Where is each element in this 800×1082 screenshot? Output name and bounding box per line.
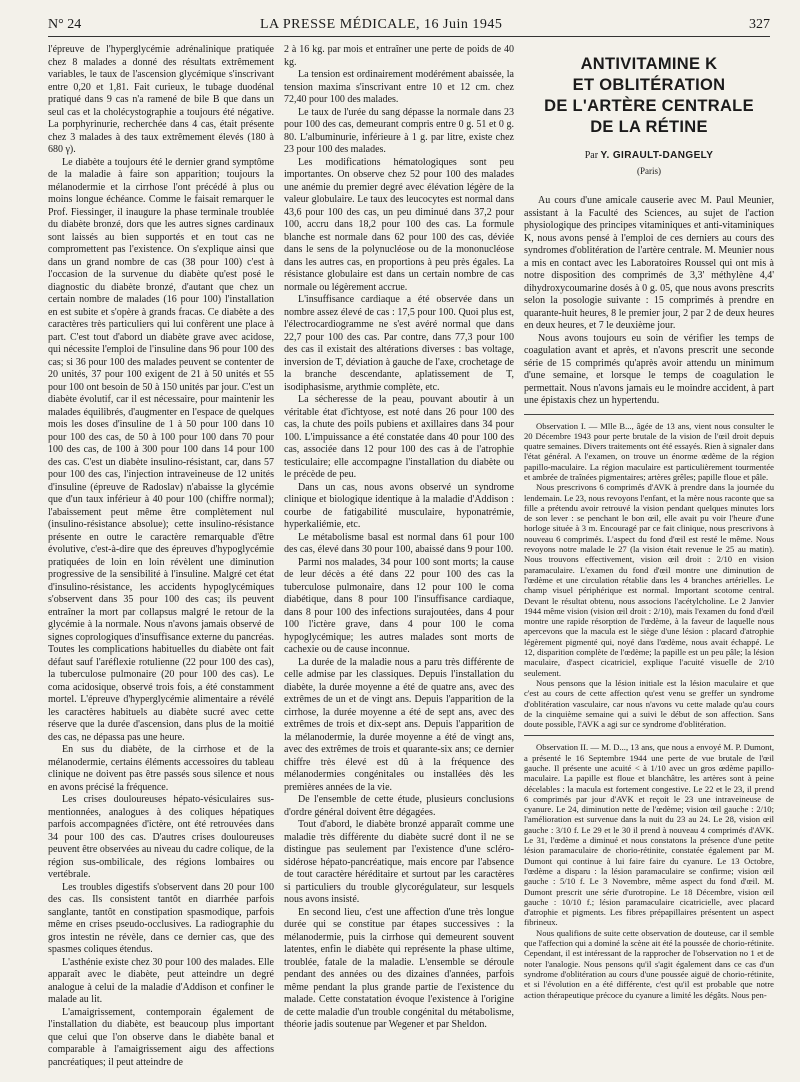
paragraph: La tension est ordinairement modérément abaissée, la tension maxima s'inscrivant entre 10 et 12 cm. chez 72,40 pour 100 des malades. bbox=[284, 69, 514, 105]
paragraph: L'insuffisance cardiaque a été observée dans un nombre assez élevé de cas : 17,5 pour 100. Quoi plus est, l'électrocardiogramme ne s'est avéré normal que dans 22,7 pour 100 des cas. Par contre, dans 77,3 pour 100 des cas il existait des altérations diverses : bas voltage, inversion de T, déviation à gauche de l'axe, crochetage de la branche descendante, aplatissement de T, isodiphasisme, arythmie complète, etc. bbox=[284, 294, 514, 393]
paragraph: En second lieu, c'est une affection d'une très longue durée qui se constitue par étapes successives : la mélanodermie, puis la cirrhose qui demeurent souvent latentes, enfin le diabète qui représente la phase ultime, troublée, fatale de la maladie. L'ensemble se déroule pendant des années ou des dizaines d'années, parfois même pendant la plus grande partie de l'existence du malade. Cette constatation évoque l'existence à l'origine de cette maladie d'un trouble congénital du métabolisme, théorie jadis soutenue par Wegener et par Sheldon. bbox=[284, 906, 514, 1030]
article-title-line: DE LA RÉTINE bbox=[590, 118, 708, 136]
paragraph: De l'ensemble de cette étude, plusieurs conclusions d'ordre général doivent être dégagées. bbox=[284, 794, 514, 818]
observation-2 bbox=[524, 742, 774, 999]
article-title-line: DE L'ARTÈRE CENTRALE bbox=[544, 97, 754, 115]
paragraph: Au cours d'une amicale causerie avec M. Paul Meunier, assistant à la Faculté des Sciences, au sujet de l'action physiologique des principes vitaminiques et anti-vitaminiques K, nous avons pensé à l'emploi de ces derniers au cours des syndromes d'oblitération de l'artère centrale. M. Meunier nous a mis en contact avec les Laboratoires Roussel qui ont mis à notre disposition des comprimés de 3,3' méthylène 4,4' dihydroxycoumarine dosés à 0 g. 05, que nous avons prescrits selon la posologie suivante : 15 comprimés à prendre en quarante-huit heures, 8 le premier jour, 2 par 2 de deux heures en deux heures, et 7 le deuxième jour. bbox=[524, 195, 774, 331]
divider bbox=[524, 735, 774, 736]
author-name: Y. GIRAULT-DANGELY bbox=[600, 150, 714, 161]
paragraph: Nous pensons que la lésion initiale est la lésion maculaire et que c'est au cours de cette affection qu'est venu se greffer un syndrome d'oblitération vasculaire, car nous n'avons vu cette malade qu'au cours de la cinquième semaine qui a suivi le début de son affection. Sans doute possible, l'AVK a agi sur ce syndrome d'oblitération. bbox=[524, 677, 774, 730]
paragraph: En sus du diabète, de la cirrhose et de la mélanodermie, certains éléments accessoires du tableau clinique ne doivent pas être passés sous silence et nous en avons précisé la fréquence. bbox=[48, 744, 274, 793]
paragraph: La sécheresse de la peau, pouvant aboutir à un véritable état d'ichtyose, est noté dans 26 pour 100 des cas, la chute des poils pubiens et axillaires dans 34 pour 100. L'impuissance a été constatée dans 40 pour 100 des cas, associée dans 12 pour 100 des cas à de l'atrophie testiculaire; elle accompagne l'installation du diabète ou le précède de peu. bbox=[284, 394, 514, 480]
paragraph: Parmi nos malades, 34 pour 100 sont morts; la cause de leur décès a été dans 22 pour 100 des cas la tuberculose pulmonaire, dans 12 pour 100 le coma diabétique, dans 8 pour 100 l'insuffisance cardiaque, dans 8 pour 100 des infections surajoutées, dans 4 pour 100 l'ictère grave, dans 4 pour 100 le coma hypoglycémique; les autres malades sont morts de cachexie ou de cause inconnue. bbox=[284, 556, 514, 655]
paragraph: Nous qualifions de suite cette observation de douteuse, car il semble que l'affection qui a dominé la scène ait été la poussée de chorio-rétinite. Cependant, il est intéressant de la rapprocher de l'observation no 1 et de noter l'analogie. Nous pensons qu'il s'agit également dans ce cas d'un syndrome d'oblitération au cours d'une poussée aiguë de chorio-rétinite, et si l'évolution en a été différente, c'est qu'il est probable que notre action thérapeutique précoce du cyanure a limité les dégâts. Nous pen- bbox=[524, 927, 774, 1000]
paragraph: l'épreuve de l'hyperglycémie adrénalinique pratiquée chez 8 malades a donné des résultats extrêmement variables, le taux de l'ascension glycémique s'inscrivant entre 0,20 et 1,81. Fait curieux, le tubage duodénal pratiqué dans 9 cas n'a ramené de bile B que dans un seul cas et la cholécystographie a toujours été négative. La porphyrinurie, recherchée dans 4 cas, était présente chez 3 malades à des taux extrêmement élevés (180 à 680 γ). bbox=[48, 44, 274, 155]
paragraph: Dans un cas, nous avons observé un syndrome clinique et biologique identique à la maladie d'Addison : courbe de fatigabilité musculaire, hyponatrémie, hyperkaliémie, etc. bbox=[284, 481, 514, 530]
article-title bbox=[524, 54, 774, 138]
paragraph: Observation I. — Mlle B..., âgée de 13 ans, vient nous consulter le 20 Décembre 1943 pour perte brutale de la vision de l'œil droit depuis quatre semaines. Divers traitements ont été essayés. Rien à signaler dans l'état général. A l'examen, on trouve un énorme œdème de la région papillo-maculaire. La région maculaire est particulièrement tourmentée et ambrée de traînées pigmentaires; artères grêles; papille floue et pâle. bbox=[524, 420, 774, 482]
article-title-line: ANTIVITAMINE K bbox=[580, 55, 718, 73]
column-left bbox=[48, 44, 274, 1074]
article-title-line: ET OBLITÉRATION bbox=[572, 76, 726, 94]
paragraph: Les crises douloureuses hépato-vésiculaires sus-mentionnées, analogues à des coliques hépatiques parfois accompagnées d'ictère, ont été retrouvées dans 34 pour 100 des cas. D'autres crises douloureuses peuvent être observées au niveau du cadre colique, de la région sus-ombilicale, des régions lombaires ou vertébrale. bbox=[48, 794, 274, 880]
paragraph: Le diabète a toujours été le dernier grand symptôme de la maladie à faire son apparition; toujours la mélanodermie et la cirrhose l'ont précédé à plus ou moins longue échéance. Comme le faisait remarquer le Prof. Fiessinger, il inaugure la phase terminale troublée du diabète bronzé, dors que les autres signes cardinaux sont laissés au bien supportés et en tout cas ne compromettent pas l'existence. On s'explique ainsi que dans un grand nombre de cas (38 pour 100) c'est à l'occasion de la survenue du diabète qu'est posé le diagnostic du diabète bronzé, d'autant que chez un certain nombre de malades (16 pour 100) l'installation en est subite et s'opère à grands fracas. Ce diabète a des caractères très particuliers qui lui confèrent une place à part. C'est tout d'abord un diabète grave avec acidose, qui nécessite l'emploi de l'insuline dans 96 pour 100 des cas; si 36 pour 100 des malades peuvent se contenter de 20 unités, 37 pour 100 exigent de 21 à 50 unités et 55 pour 100 ont besoin de 50 à 150 unités par jour. C'est un diabète évolutif, car il est nécessaire, pour maintenir les malades équilibrés, d'augmenter en l'espace de quelques mois les doses d'insuline de 1 à 50 pour 100 dans 10 pour 100 des cas, de 50 à 100 pour 100 dans 70 pour 100 des cas, de 100 à 300 pour 100 dans 14 pour 100 des cas. C'est un diabète insulino-résistant, car, dans 57 pour 100 des cas, l'injection intraveineuse de 12 unités d'insuline (épreuve de Radoslav) n'abaisse la glycémie que d'un taux inférieur à 40 pour 100 (chiffre normal); l'abaissement peut même être complètement nul (insulino-résistance absolue); cette insulino-résistance présente en outre le caractère remarquable d'être évolutive, c'est-à-dire que des épreuves d'hypoglycémie pratiquées de loin en loin révèlent une diminution progressive de la sensibilité à l'insuline. Malgré cet état d'insulino-résistance, les accidents hypoglycémiques s'observent dans 35 pour 100 des cas; ils peuvent entraîner la mort par collapsus malgré le retour de la glycémie à la normale. Nous n'avons jamais observé de signes coprologiques d'insuffisance externe du pancréas. Toutes les complications habituelles du diabète ont fait défaut sauf l'aréflexie rotulienne (22 pour 100 des cas), la tuberculose pulmonaire (20 pour 100 des cas). Le coma acidosique, observé trois fois, a été constamment mortel. L'épreuve d'hyperglycémie alimentaire a révélé les caractères habituels au diabète sucré avec cette réserve que la durée d'ascension, dans plus de la moitié des cas, ne dépassa pas une heure. bbox=[48, 156, 274, 743]
divider bbox=[524, 414, 774, 415]
paragraph: Le métabolisme basal est normal dans 61 pour 100 des cas, élevé dans 30 pour 100, abaissé dans 9 pour 100. bbox=[284, 531, 514, 555]
issue-number: N° 24 bbox=[48, 17, 82, 32]
running-header bbox=[48, 16, 770, 37]
paragraph: L'asthénie existe chez 30 pour 100 des malades. Elle apparaît avec le diabète, peut atteindre un degré analogue à celui de la maladie d'Addison et confiner le malade au lit. bbox=[48, 956, 274, 1005]
page-number: 327 bbox=[749, 17, 770, 32]
journal-title: LA PRESSE MÉDICALE, 16 Juin 1945 bbox=[260, 17, 503, 32]
byline-prefix: Par bbox=[584, 150, 599, 161]
paragraph: L'amaigrissement, contemporain également de l'installation du diabète, est beaucoup plus important que celui que l'on observe dans le diabète banal et comparable à l'amaigrissement aigu des affections pancréatiques; il peut atteindre de bbox=[48, 1006, 274, 1068]
observation-1 bbox=[524, 421, 774, 730]
author-city: (Paris) bbox=[637, 165, 661, 176]
paragraph: Nous prescrivons 6 comprimés d'AVK à prendre dans la journée du lendemain. Le 23, nous revoyons l'enfant, et la mère nous raconte que sa fille a prétendu avoir retrouvé la vision pendant quelques minutes lors de son lever : se penchant le bon œil, elle avait pu voir l'heure d'une horloge située à 3 m. Encouragé par ce fait clinique, nous prescrivons à nouveau 6 comprimés. L'aspect du fond d'œil est resté le même. Nous revoyons notre malade le 27 (la vision était revenue le 25 au matin). Nous trouvons effectivement, vision œil droit : 2/10 en vision paramaculaire. L'examen du fond d'œil montre une diminution de l'œdème et une circulation rétablie dans les 4 branches artérielles. Le champ visuel périphérique est normal. Important scotome central. Devant le résultat obtenu, nous associons l'acétylcholine. Le 2 Janvier 1944 même vision (vision œil droit : 2/10), mais l'examen du fond d'œil montre une rapide résorption de l'œdème, à la faveur de laquelle nous apercevons que la macula est le siège d'une lésion : placard d'atrophie légèrement pigmenté qui, noyé dans l'œdème, nous avait échappé. Le 12, disparition complète de l'œdème; la papille est un peu pâle; la lésion maculaire, d'aspect cicatriciel, explique l'acuité visuelle de 2/10 seulement. bbox=[524, 482, 774, 678]
paragraph: Observation II. — M. D..., 13 ans, que nous a envoyé M. P. Dumont, a présenté le 16 Septembre 1944 une perte de vue brutale de l'œil gauche. Il présente une acuité < à 1/10 avec un gros œdème papillo-maculaire. La papille est floue et blanchâtre, les artères sont à peine décelables : la macula est fortement congestive. Le 22 et le 23, il prend 6 comprimés par jour d'AVK et reçoit le 23 une intraveineuse de cyanure. Le 24, diminution nette de l'œdème; vision œil gauche : 2/10; l'amélioration est survenue dans la nuit du 23 au 24. Le 28, vision œil gauche : 3/10 f. Le 29 et le 30 il prend à nouveau 4 comprimés d'AVK. Le 31, l'œdème a diminué et nous constatons la présence d'une petite lésion paramaculaire de chorio-rétinite, constatée également par M. Dumont qui continue à lui faire faire du cyanure. Le 13 Octobre, l'œdème a disparu : la lésion paramaculaire se confirme; vision œil gauche : 5/10 f. Le 3 Novembre, même aspect du fond d'œil. M. Dumont prescrit une série d'urotropine. Le 18 Décembre, vision œil gauche : 10/10 f.; lésion paramaculaire cicatricielle, avec placard d'atrophie et pigments. Les fibres prépapillaires présentent un aspect fibrineux. bbox=[524, 742, 774, 928]
article-byline bbox=[524, 150, 774, 163]
paragraph: Tout d'abord, le diabète bronzé apparaît comme une maladie très différente du diabète sucré dont il ne se distingue pas seulement par l'existence d'une scléro-sidérose hépato-pancréatique, mais encore par l'absence de tout caractère héréditaire et surtout par les caractères si particuliers du trouble glycorégulateur, sur lesquels nous avons insisté. bbox=[284, 819, 514, 905]
paragraph: Les troubles digestifs s'observent dans 20 pour 100 des cas. Ils consistent tantôt en diarrhée parfois sanglante, tantôt en constipation spasmodique, parfois même en crises pseudo-occlusives. La radiographie du gros intestin ne révèle, dans ce dernier cas, que des spasmes coliques étendus. bbox=[48, 881, 274, 955]
column-middle bbox=[284, 44, 514, 1074]
paragraph: Nous avons toujours eu soin de vérifier les temps de coagulation avant et après, et n'avons prescrit une seconde série de 15 comprimés qu'après avoir attendu un minimum d'une semaine, et lorsque le temps de coagulation le permettait. Nous n'avons jamais eu le moindre accident, à part une épistaxis chez un hypertendu. bbox=[524, 332, 774, 406]
paragraph: La durée de la maladie nous a paru très différente de celle admise par les classiques. Depuis l'installation du diabète, la durée moyenne a été de quatre ans, avec des extrêmes de un et de vingt ans. Depuis l'apparition de la cirrhose, la durée moyenne a été de sept ans, avec des extrêmes de trois et dix-sept ans. Depuis l'apparition de la mélanodermie, la durée moyenne a été de vingt ans, avec des extrêmes de trois et quarante-six ans; ce dernier chiffre très élevé est dû à la fréquence des mélanodermies congénitales ou installées dès les premières années de la vie. bbox=[284, 656, 514, 793]
paragraph: Le taux de l'urée du sang dépasse la normale dans 23 pour 100 des cas, demeurant compris entre 0 g. 51 et 0 g. 80. L'albuminurie, inférieure à 1 g. par litre, existe chez 23 pour 100 des malades. bbox=[284, 106, 514, 155]
paragraph: 2 à 16 kg. par mois et entraîner une perte de poids de 40 kg. bbox=[284, 44, 514, 68]
column-right-article bbox=[524, 44, 774, 1074]
paragraph: Les modifications hématologiques sont peu importantes. On observe chez 52 pour 100 des malades une anémie du premier degré avec élévation légère de la valeur globulaire. Le taux des leucocytes est normal dans 43,6 pour 100 des cas, un peu diminué dans 37,2 pour 100, accru dans 18,2 pour 100 des cas. La formule blanche est normale dans 62 pour 100 des cas, déviée dans le sens de la polynucléose ou de la mononucléose dans les autres cas, en proportions à peu près égales. La résistance globulaire est dans un certain nombre de cas normale ou légèrement accrue. bbox=[284, 156, 514, 293]
